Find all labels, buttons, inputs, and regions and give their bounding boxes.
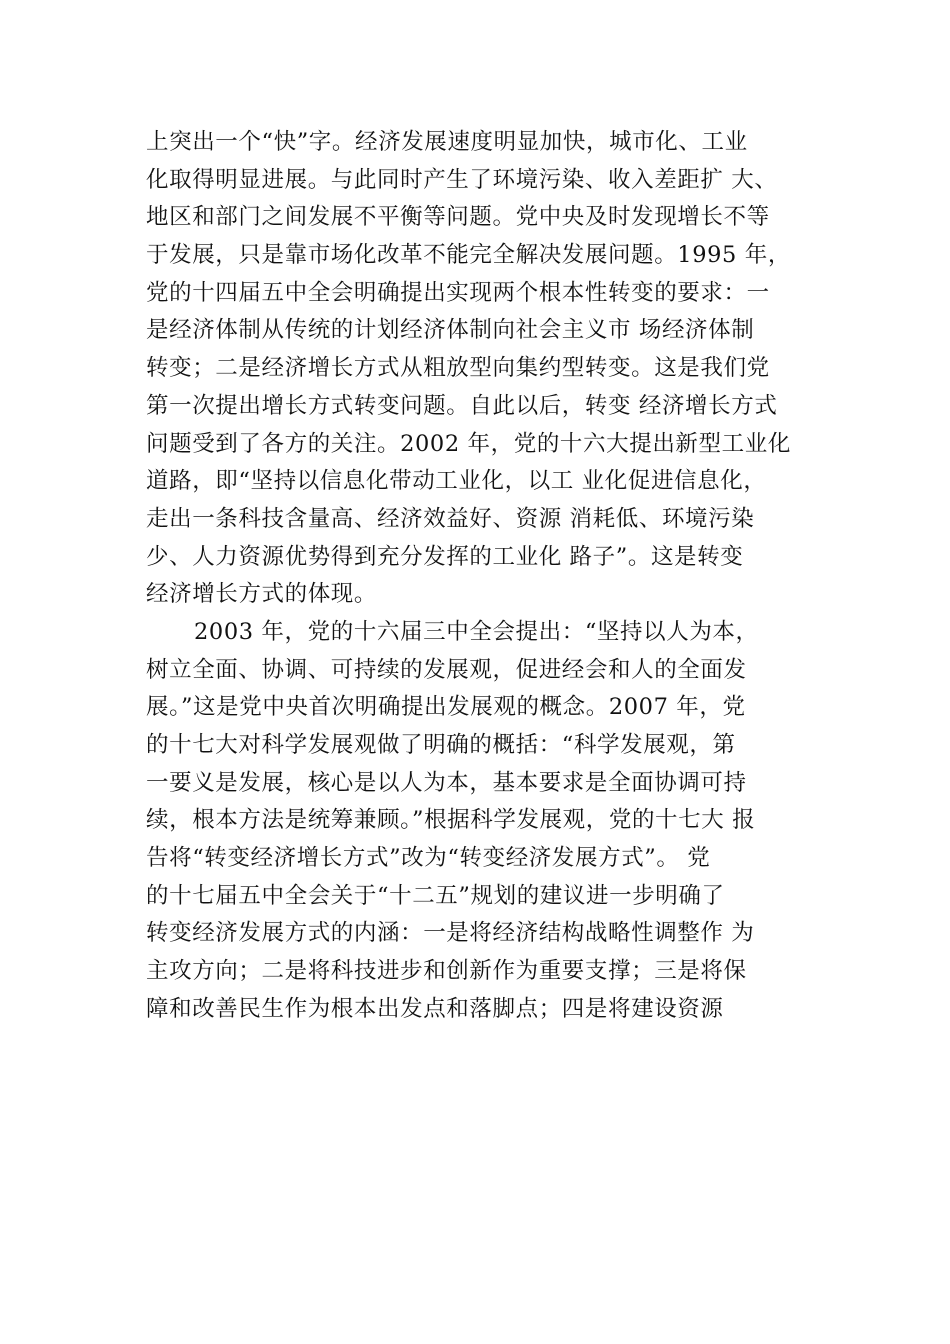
paragraph-1-line: 经济增长方式的体现。 (146, 581, 378, 608)
paragraph-1-line: 地区和部门之间发展不平衡等问题。党中央及时发现增长不等 (146, 204, 770, 231)
body-text (146, 124, 846, 1029)
paragraph-2-line: 障和改善民生作为根本出发点和落脚点；四是将建设资源 (146, 995, 724, 1022)
paragraph-1-line: 是经济体制从传统的计划经济体制向社会主义市 场经济体制 (146, 317, 755, 344)
paragraph-1-line: 于发展，只是靠市场化改革不能完全解决发展问题。1995 年， (146, 242, 791, 269)
paragraph-2-line: 主攻方向；二是将科技进步和创新作为重要支撑；三是将保 (146, 958, 747, 985)
paragraph-2-line: 续，根本方法是统筹兼顾。”根据科学发展观，党的十七大 报 (146, 807, 756, 834)
paragraph-2-line: 展。”这是党中央首次明确提出发展观的概念。2007 年，党 (146, 694, 746, 721)
paragraph-1-line: 转变；二是经济增长方式从粗放型向集约型转变。这是我们党 (146, 355, 770, 382)
paragraph-2-line: 转变经济发展方式的内涵：一是将经济结构战略性调整作 为 (146, 920, 755, 947)
paragraph-1-line: 少、人力资源优势得到充分发挥的工业化 路子”。这是转变 (146, 543, 744, 570)
paragraph-1-line: 走出一条科技含量高、经济效益好、资源 消耗低、环境污染 (146, 505, 755, 532)
paragraph-2-line: 树立全面、协调、可持续的发展观，促进经会和人的全面发 (146, 656, 747, 683)
paragraph-1-line: 问题受到了各方的关注。2002 年，党的十六大提出新型工业化 (146, 430, 791, 457)
paragraph-1-line: 第一次提出增长方式转变问题。自此以后，转变 经济增长方式 (146, 392, 778, 419)
paragraph-1-line: 道路，即“坚持以信息化带动工业化，以工 业化促进信息化， (146, 468, 767, 495)
paragraph-2-line: 的十七大对科学发展观做了明确的概括：“科学发展观，第 (146, 732, 736, 758)
paragraph-2-line: 一要义是发展，核心是以人为本，基本要求是全面协调可持 (146, 769, 747, 796)
paragraph-1-line: 党的十四届五中全会明确提出实现两个根本性转变的要求：一 (146, 279, 770, 306)
paragraph-2-line: 告将“转变经济增长方式”改为“转变经济发展方式”。 党 (146, 845, 711, 872)
paragraph-1-line: 上突出一个“快”字。经济发展速度明显加快，城市化、工业 (146, 129, 748, 155)
paragraph-2-first-line: 2003 年，党的十六届三中全会提出：“坚持以人为本， (194, 618, 759, 645)
paragraph-1-line: 化取得明显进展。与此同时产生了环境污染、收入差距扩 大、 (146, 166, 778, 193)
paragraph-2-line: 的十七届五中全会关于“十二五”规划的建议进一步明确了 (146, 882, 725, 909)
